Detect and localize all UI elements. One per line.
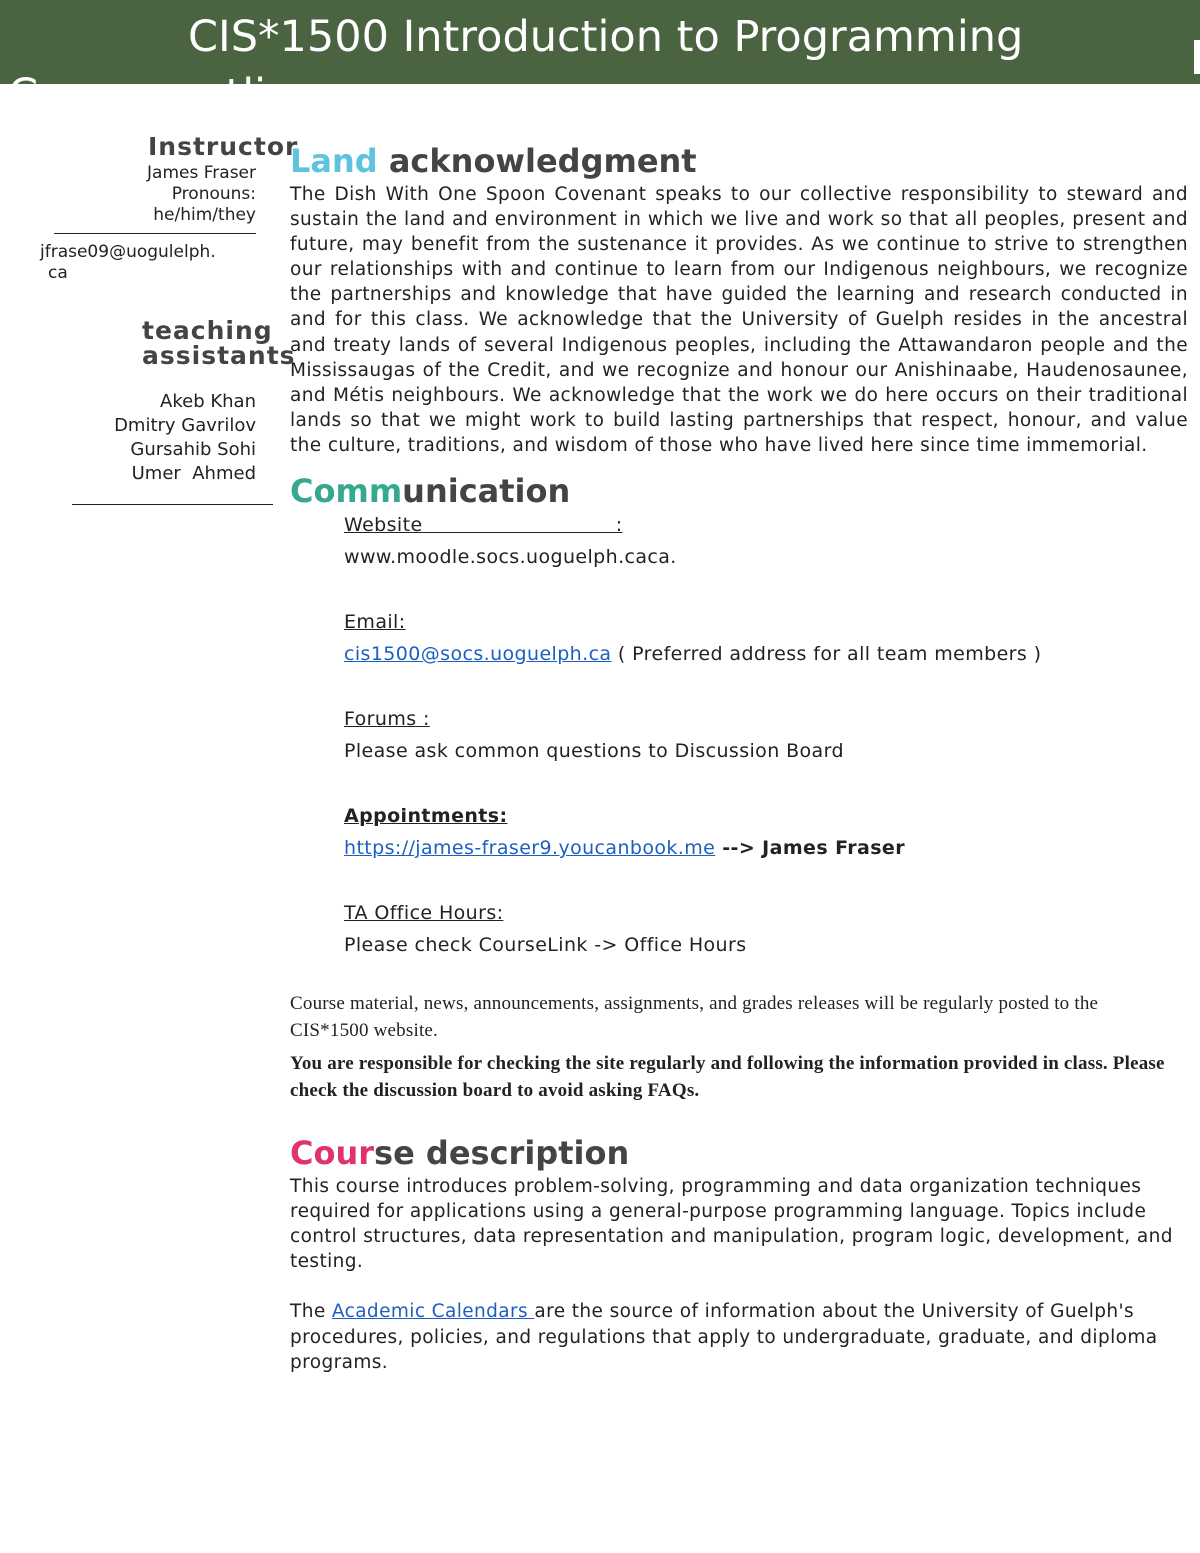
banner-edge: [1194, 40, 1200, 74]
header-banner: [0, 0, 1200, 120]
course-description-heading: [290, 1132, 1188, 1174]
email-line: [344, 639, 1188, 669]
pronouns-label: Pronouns:: [171, 184, 256, 204]
land-acknowledgment-text: The Dish With One Spoon Covenant speaks to our collective responsibility to steward and sustain the land and environment in which we live and work so that all peoples, present and future, may benefit from the sustenance it provides. As we continue to strive to strengthen our relationships with and continue to learn from our Indigenous neighbours, we recognize the partnerships and knowledge that have guided the learning and research conducted in and for this class. We acknowledge that the University of Guelph resides in the ancestral and treaty lands of several Indigenous peoples, including the Attawandaron people and the Mississaugas of the Credit, and we recognize and honour our Anishinaabe, Haudenosaunee, and Métis neighbours. We acknowledge that the work we do here occurs on their traditional lands so that we might work to build lasting partnerships that respect, honour, and value the culture, traditions, and wisdom of those who have lived here since time immemorial.: [290, 184, 1188, 456]
appointments-label: Appointments:: [344, 805, 508, 828]
instructor-name: James Fraser: [147, 163, 256, 183]
land-heading-rest: acknowledgment: [377, 142, 697, 180]
sidebar: [40, 130, 299, 505]
website-label: Website :: [344, 514, 623, 537]
page-subtitle: Course outline: [8, 70, 320, 120]
responsibility-notice: You are responsible for checking the site regularly and following the information provided in class. Please check the discussion board to avoid asking FAQs.: [290, 1053, 1165, 1102]
appointments-line: [344, 833, 1188, 863]
land-heading: [290, 140, 1188, 182]
main-content: [290, 140, 1188, 1375]
communication-list: [344, 512, 1188, 960]
course-heading-rest: se description: [374, 1134, 630, 1173]
appointments-link[interactable]: https://james-fraser9.youcanbook.me: [344, 837, 716, 860]
pronouns-value: he/him/they: [153, 205, 256, 225]
communication-heading: [290, 470, 1188, 512]
ta-hours-value: Please check CourseLink -> Office Hours: [344, 934, 747, 957]
forums-value: Please ask common questions to Discussion Board: [344, 740, 844, 763]
course-heading-accent: Cour: [290, 1134, 375, 1173]
academic-calendars-link[interactable]: Academic Calendars: [331, 1301, 535, 1323]
sidebar-divider: [54, 233, 256, 234]
appointments-suffix: --> James Fraser: [715, 837, 905, 860]
ta-item: Akeb Khan: [160, 391, 256, 412]
ta-item: Gursahib Sohi: [130, 439, 256, 460]
sidebar-divider: [72, 504, 273, 505]
ta-list: [40, 390, 256, 486]
land-heading-accent: Land: [290, 142, 378, 180]
calendar-prefix: The: [290, 1301, 332, 1323]
ta-item: Umer Ahmed: [131, 463, 256, 484]
instructor-heading: Instructor: [148, 132, 299, 161]
instructor-email: [40, 242, 256, 284]
ta-item: Dmitry Gavrilov: [114, 415, 256, 436]
ta-hours-label: TA Office Hours:: [344, 902, 504, 925]
communication-heading-accent: Comm: [290, 472, 403, 511]
course-description-text: This course introduces problem-solving, programming and data organization techniques required for applications using a general-purpose programming language. Topics include control structures, data representation and manipulation, program logic, development, and testing.: [290, 1176, 1173, 1273]
email-note: ( Preferred address for all team members ): [611, 643, 1042, 666]
website-notice: Course material, news, announcements, assignments, and grades releases will be regularly posted to the CIS*1500 website.: [290, 993, 1099, 1042]
website-value: www.moodle.socs.uoguelph.caca.: [344, 546, 677, 569]
email-link[interactable]: cis1500@socs.uoguelph.ca: [344, 643, 612, 666]
academic-calendar-text: [290, 1299, 1188, 1374]
instructor-email-line2: ca: [48, 263, 68, 283]
forums-label: Forums :: [344, 708, 430, 731]
ta-heading: teaching assistants: [142, 316, 296, 370]
email-label: Email:: [344, 611, 406, 634]
calendar-suffix: are the source of information about the University of Guelph's procedures, policies, and regulations that apply to undergraduate, graduate, and diploma programs.: [290, 1301, 1158, 1373]
communication-heading-rest: unication: [402, 472, 571, 511]
instructor-email-line1: jfrase09@uogulelph.: [40, 242, 216, 262]
page-title: CIS*1500 Introduction to Programming: [188, 12, 1024, 62]
